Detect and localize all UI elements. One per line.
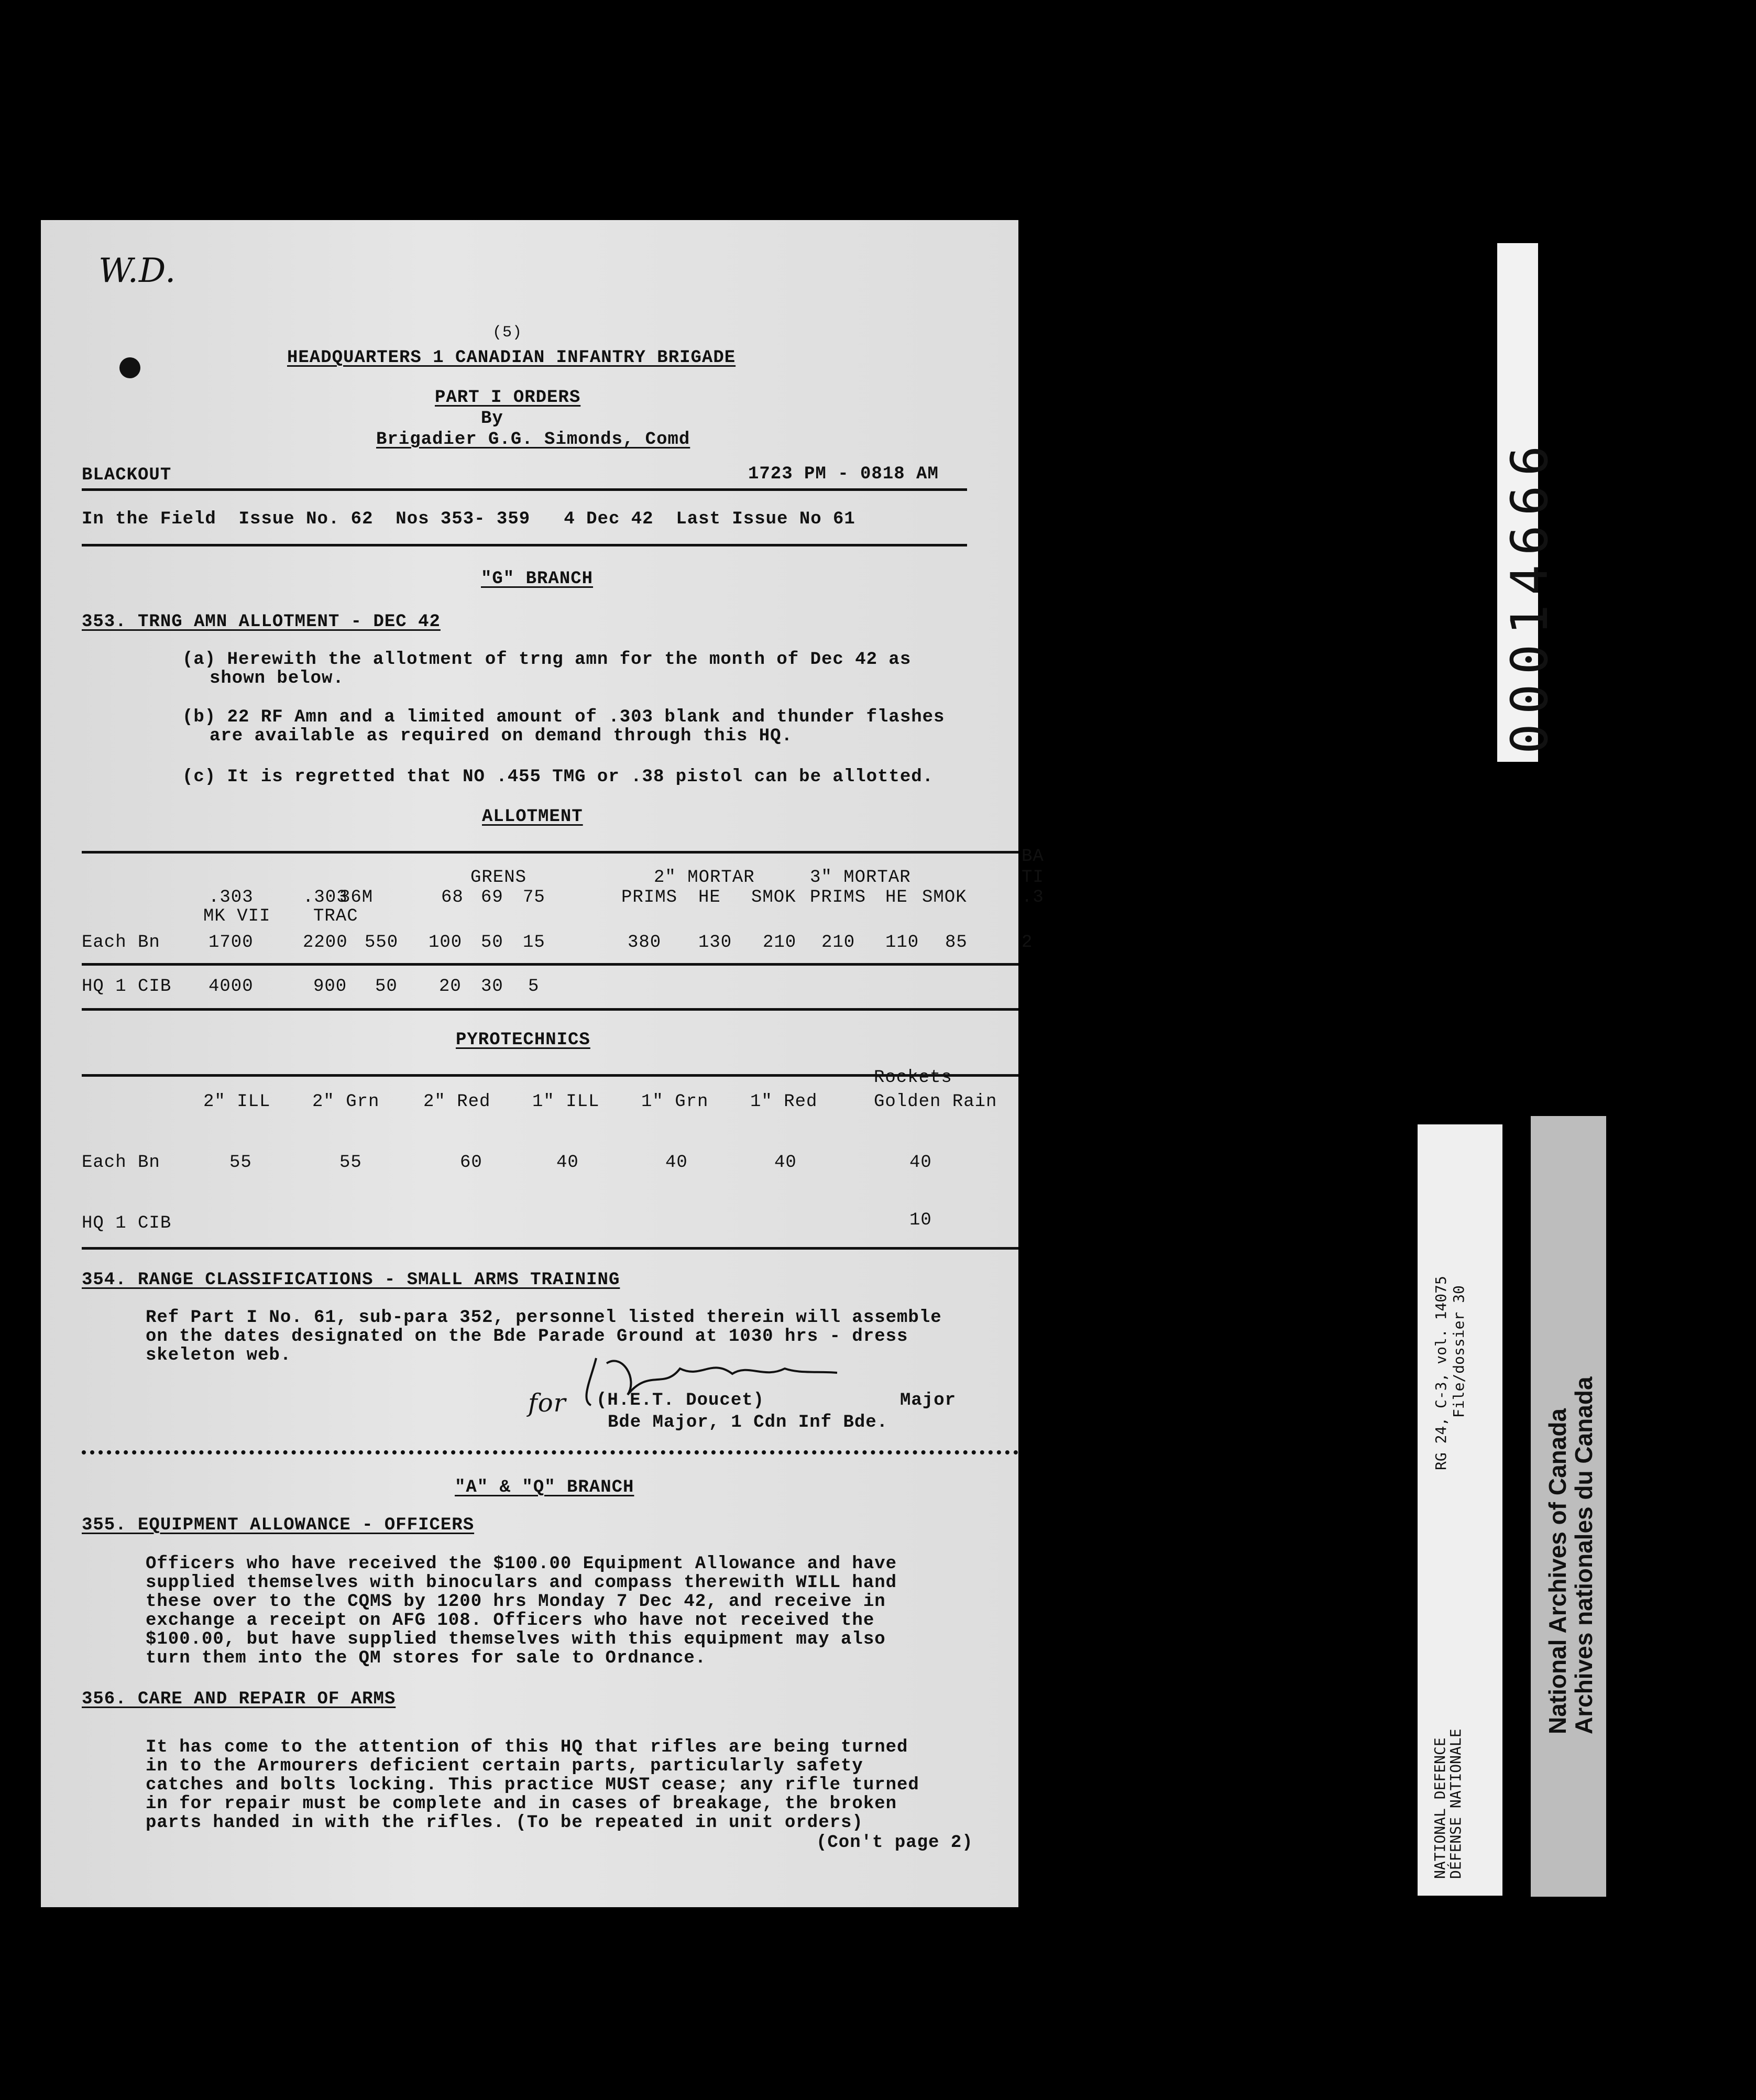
amn-header-68: 68	[441, 888, 464, 907]
para-353-a-line2: shown below.	[210, 669, 344, 688]
pyro-cell: 40	[556, 1153, 579, 1173]
para-356-line: catches and bolts locking. This practice MUST cease; any rifle turned	[146, 1775, 919, 1795]
para-353-a-line1: (a) Herewith the allotment of trng amn for the month of Dec 42 as	[182, 650, 912, 670]
pyro-cell: 60	[460, 1153, 482, 1173]
continued-note: (Con't page 2)	[816, 1833, 973, 1853]
archives-en: National Archives of Canada	[1544, 1408, 1571, 1734]
signatory-title: Bde Major, 1 Cdn Inf Bde.	[608, 1413, 888, 1432]
amn-cell: 2	[1022, 933, 1033, 953]
truncated-group-label-ti: TI	[1022, 868, 1044, 888]
pyro-cell: 40	[665, 1153, 688, 1173]
para-353-b-line2: are available as required on demand through this HQ.	[210, 726, 793, 746]
para-356-title: 356. CARE AND REPAIR OF ARMS	[82, 1689, 396, 1709]
amn-cell: 85	[945, 933, 968, 953]
para-356-line: in for repair must be complete and in cases of breakage, the broken	[146, 1794, 897, 1814]
para-353-title: 353. TRNG AMN ALLOTMENT - DEC 42	[82, 612, 441, 632]
punch-hole	[119, 357, 140, 378]
amn-row-rule	[82, 963, 1018, 966]
defence-fr: DÉFENSE NATIONALE	[1447, 1729, 1464, 1879]
blackout-label: BLACKOUT	[82, 465, 172, 485]
para-355-line: supplied themselves with binoculars and compass therewith WILL hand	[146, 1573, 897, 1593]
mortar-2in-group-label: 2" MORTAR	[654, 868, 755, 888]
issue-line: In the Field Issue No. 62 Nos 353- 359 4 Dec 42 Last Issue No 61	[82, 509, 855, 529]
amn-header-303-mk7: .303	[208, 888, 254, 907]
amn-table-bottom-rule	[82, 1008, 1018, 1011]
para-354-line2: on the dates designated on the Bde Parade Ground at 1030 hrs - dress	[146, 1327, 908, 1347]
para-353-b-line1: (b) 22 RF Amn and a limited amount of .303 blank and thunder flashes	[182, 707, 945, 727]
para-354-line1: Ref Part I No. 61, sub-para 352, personnel listed therein will assemble	[146, 1308, 942, 1328]
amn-subheader-trac: TRAC	[313, 906, 358, 926]
amn-header-3in-he: HE	[885, 888, 908, 907]
orders-by: By	[481, 409, 503, 429]
g-branch-heading: "G" BRANCH	[481, 569, 594, 589]
archives-card	[1531, 1116, 1606, 1897]
signature-for: for	[528, 1388, 566, 1418]
para-355-line: Officers who have received the $100.00 Equipment Allowance and have	[146, 1554, 897, 1574]
amn-cell: 550	[365, 933, 399, 953]
amn-header-2in-smok: SMOK	[751, 888, 796, 907]
amn-cell: 30	[481, 977, 503, 997]
amn-subheader-mk7: MK VII	[203, 906, 271, 926]
mortar-3in-group-label: 3" MORTAR	[810, 868, 911, 888]
signatory-rank: Major	[900, 1391, 957, 1410]
amn-cell: 20	[439, 977, 462, 997]
amn-cell: 210	[821, 933, 855, 953]
grens-group-label: GRENS	[470, 868, 527, 888]
pyro-row-label-each-bn: Each Bn	[82, 1153, 160, 1173]
defence-en: NATIONAL DEFENCE	[1431, 1737, 1448, 1879]
para-355-line: these over to the CQMS by 1200 hrs Monday 7 Dec 42, and receive in	[146, 1592, 886, 1612]
pyro-header-1in-red: 1" Red	[750, 1092, 818, 1112]
archives-fr: Archives nationales du Canada	[1570, 1376, 1597, 1734]
page-number: (5)	[492, 324, 523, 342]
amn-header-75: 75	[523, 888, 545, 907]
para-356-line: It has come to the attention of this HQ that rifles are being turned	[146, 1737, 908, 1757]
frame-number: 00014666	[1500, 436, 1559, 754]
para-353-c: (c) It is regretted that NO .455 TMG or .38 pistol can be allotted.	[182, 767, 934, 787]
pyro-row-label-hq: HQ 1 CIB	[82, 1213, 172, 1233]
pyrotechnics-heading: PYROTECHNICS	[456, 1030, 590, 1050]
pyro-header-2in-ill: 2" ILL	[203, 1092, 271, 1112]
amn-header-303-trac: .303	[303, 888, 348, 907]
amn-cell: 4000	[208, 977, 254, 997]
amn-cell: 1700	[208, 933, 254, 953]
para-354-line3: skeleton web.	[146, 1346, 292, 1365]
amn-header-truncated: .3	[1022, 888, 1044, 907]
pyro-header-2in-grn: 2" Grn	[312, 1092, 380, 1112]
orders-heading: PART I ORDERS	[435, 388, 581, 408]
pyro-cell: 55	[339, 1153, 362, 1173]
commander-line: Brigadier G.G. Simonds, Comd	[376, 430, 690, 450]
amn-table-top-rule	[82, 851, 1018, 854]
para-355-line: turn them into the QM stores for sale to Ordnance.	[146, 1648, 707, 1668]
pyro-cell: 55	[229, 1153, 252, 1173]
para-355-title: 355. EQUIPMENT ALLOWANCE - OFFICERS	[82, 1515, 475, 1535]
amn-cell: 130	[698, 933, 732, 953]
para-356-line: in to the Armourers deficient certain parts, particularly safety	[146, 1756, 863, 1776]
pyro-cell: 40	[774, 1153, 797, 1173]
allotment-heading: ALLOTMENT	[482, 807, 583, 827]
amn-header-2in-he: HE	[698, 888, 721, 907]
amn-cell: 100	[429, 933, 463, 953]
amn-cell: 50	[375, 977, 398, 997]
amn-header-3in-prims: PRIMS	[810, 888, 866, 907]
issue-rule	[82, 544, 967, 546]
amn-header-2in-prims: PRIMS	[621, 888, 678, 907]
para-354-title: 354. RANGE CLASSIFICATIONS - SMALL ARMS TRAINING	[82, 1270, 620, 1290]
document-page	[41, 220, 1044, 1907]
section-separator	[82, 1450, 1018, 1454]
pyro-header-golden-rain: Golden Rain	[874, 1092, 997, 1112]
amn-cell: 2200	[303, 933, 348, 953]
amn-cell: 900	[313, 977, 347, 997]
para-355-line: exchange a receipt on AFG 108. Officers who have not received the	[146, 1611, 875, 1631]
amn-header-69: 69	[481, 888, 503, 907]
pyro-header-2in-red: 2" Red	[423, 1092, 491, 1112]
amn-row-label-each-bn: Each Bn	[82, 933, 160, 953]
amn-cell: 50	[481, 933, 503, 953]
pyro-header-1in-ill: 1" ILL	[532, 1092, 600, 1112]
truncated-group-label-ba: BA	[1022, 847, 1044, 867]
amn-row-label-hq: HQ 1 CIB	[82, 977, 172, 997]
amn-cell: 380	[628, 933, 662, 953]
pyro-cell: 10	[909, 1210, 932, 1230]
amn-cell: 15	[523, 933, 545, 953]
amn-header-3in-smok: SMOK	[922, 888, 967, 907]
blackout-time: 1723 PM - 0818 AM	[748, 464, 939, 484]
aq-branch-heading: "A" & "Q" BRANCH	[455, 1478, 634, 1497]
handwritten-mark: W.D.	[98, 251, 177, 290]
pyro-header-rockets: Rockets	[874, 1068, 952, 1088]
amn-cell: 5	[528, 977, 540, 997]
document-title: HEADQUARTERS 1 CANADIAN INFANTRY BRIGADE	[287, 348, 736, 368]
amn-header-36m: 36M	[339, 888, 374, 907]
para-355-line: $100.00, but have supplied themselves with this equipment may also	[146, 1629, 886, 1649]
reference-file: File/dossier 30	[1450, 1285, 1467, 1418]
reference-volume: RG 24, C-3, vol. 14075	[1432, 1276, 1450, 1470]
pyro-cell: 40	[909, 1153, 932, 1173]
pyro-header-1in-grn: 1" Grn	[641, 1092, 709, 1112]
reference-card	[1418, 1124, 1502, 1896]
pyro-bottom-rule	[82, 1247, 1018, 1250]
header-rule	[82, 488, 967, 491]
frame-number-label	[1497, 243, 1559, 762]
signatory-name: (H.E.T. Doucet)	[596, 1391, 765, 1410]
para-356-line: parts handed in with the rifles. (To be repeated in unit orders)	[146, 1813, 863, 1833]
amn-cell: 110	[885, 933, 919, 953]
amn-cell: 210	[763, 933, 797, 953]
